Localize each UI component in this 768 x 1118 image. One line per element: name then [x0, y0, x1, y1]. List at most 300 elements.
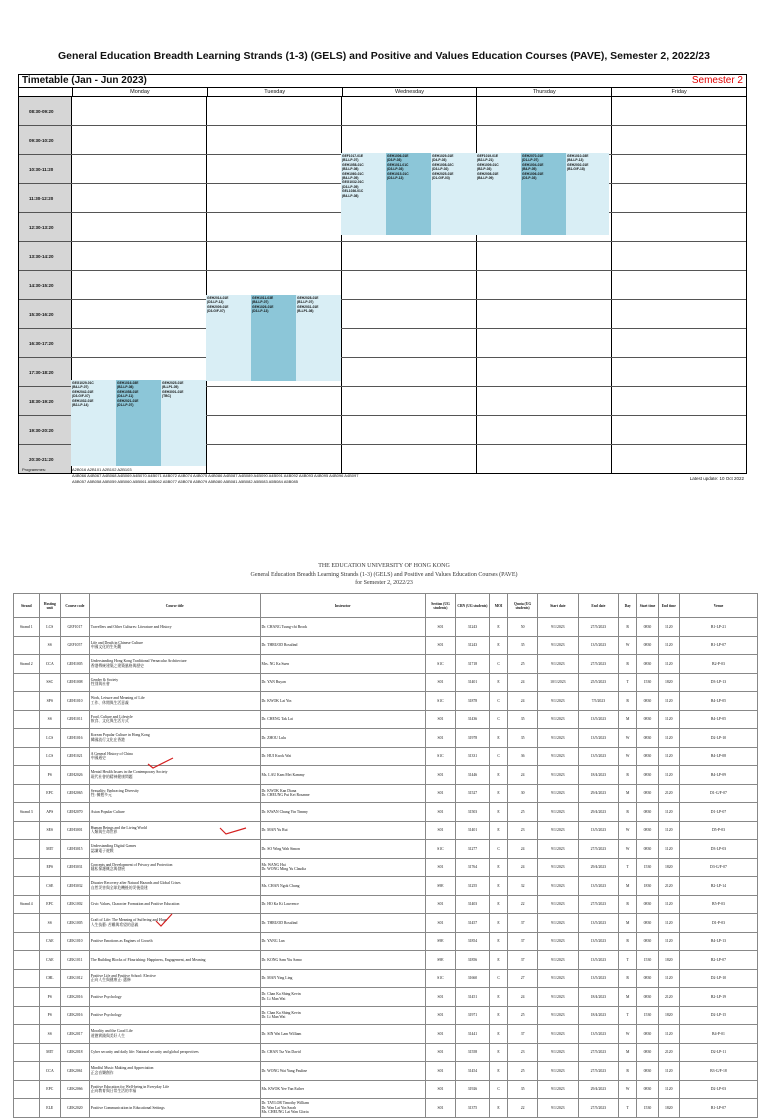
table-cell: Asian Popular Culture	[89, 803, 260, 822]
table-cell: GEK1005	[60, 914, 89, 933]
table-cell: E	[490, 877, 508, 896]
table-cell: Food, Culture and Lifestyle 飲食、文化與生活方式	[89, 710, 260, 729]
timeslot-cell	[207, 184, 342, 212]
timeslot-cell	[72, 126, 207, 154]
table-cell: GEH1016	[60, 729, 89, 748]
table-cell: 31375	[455, 1099, 489, 1118]
table-cell: R	[619, 932, 637, 951]
column-header: Section (UG students)	[425, 594, 455, 618]
table-cell: 0830	[637, 821, 658, 840]
table-cell: R	[619, 692, 637, 711]
table-cell: 13/5/2023	[578, 932, 619, 951]
table-cell: Sexuality: Embracing Diversity 性: 擁抱多元	[89, 784, 260, 803]
table-cell: Disaster Recovery after Natural Hazards and Global Crises 自然災害與全球危機後的災後重建	[89, 877, 260, 896]
table-cell: 24	[508, 858, 538, 877]
programme-line-2: A4B066 A4B067 A4B068 A4B069 A4B070 A4B071 A4B072 A4B074 A4B075 A4B086 A4B087 A4B089 A4B090 A4B091 A4B092 A4B093 A4B095 A4B096 A4B097	[72, 473, 359, 478]
timeslot-cell	[612, 97, 746, 125]
table-cell: 9/1/2023	[538, 636, 579, 655]
table-cell: LCS	[39, 747, 60, 766]
table-cell: B2-LP-14	[679, 877, 757, 896]
table-cell: GEK2016	[60, 1006, 89, 1025]
table-cell: Dr. MAN Ying Ling	[260, 969, 425, 988]
table-cell: E	[490, 1025, 508, 1044]
table-cell	[14, 710, 40, 729]
table-cell: 25	[508, 803, 538, 822]
course-block: GEH1006-01E (D3-P-03) GEH1011-01C (D3-LP-03) GEH1015-01C (D3-LP-13)	[386, 153, 431, 235]
table-row	[14, 803, 758, 822]
table-cell: E	[490, 1006, 508, 1025]
timeslot-cell	[477, 97, 612, 125]
table-cell	[14, 1043, 40, 1062]
table-cell: Craft of Life: The Meaning of Suffering and Hope 人生技藝: 苦難與希望的意義	[89, 914, 260, 933]
table-cell: Mrs. NG Ka Suen	[260, 655, 425, 674]
table-cell: E	[490, 729, 508, 748]
course-list-semester: for Semester 2, 2022/23	[355, 580, 413, 586]
table-cell	[14, 969, 40, 988]
timeslot-cell	[207, 97, 342, 125]
table-cell: 31255	[455, 877, 489, 896]
table-cell: GEK1012	[60, 969, 89, 988]
table-cell: CCA	[39, 655, 60, 674]
table-row	[14, 988, 758, 1007]
table-cell: 1120	[658, 655, 679, 674]
table-cell	[14, 1025, 40, 1044]
latest-update: Latest update: 10 Oct 2022	[689, 476, 744, 481]
table-cell: PS	[39, 988, 60, 1007]
table-cell	[14, 951, 40, 970]
table-cell: 1120	[658, 914, 679, 933]
document-title: General Education Breadth Learning Strands (1-3) (GELS) and Positive and Values Education Courses (PAVE), Semester 2, 2022/23	[58, 50, 710, 62]
table-cell: W	[619, 840, 637, 859]
table-cell: APS	[39, 803, 60, 822]
timeslot-label: 08:30-09:20	[19, 97, 72, 125]
table-cell: 9/1/2023	[538, 766, 579, 785]
table-row	[14, 729, 758, 748]
programme-line-3: A5B057 A5B058 A5B059 A5B060 A5B061 A5B062 A5B077 A5B078 A5B079 A5B080 A5B081 A5B082 A5B083 A5B084 A5B085	[72, 479, 298, 484]
semester-label: Semester 2	[691, 75, 743, 86]
timeslot-label: 18:30-19:20	[19, 387, 72, 415]
table-cell: Ms. CHAN Ngok Chung	[260, 877, 425, 896]
day-header-row	[19, 88, 746, 97]
timeslot-cell	[207, 416, 342, 444]
course-list-title	[0, 562, 768, 588]
table-cell	[14, 784, 40, 803]
table-cell: SS	[39, 636, 60, 655]
table-cell: Positive Psychology	[89, 988, 260, 1007]
table-cell: SS	[39, 710, 60, 729]
table-cell: E	[490, 1099, 508, 1118]
table-cell: B4-LP-05	[679, 692, 757, 711]
table-cell: S01	[425, 636, 455, 655]
table-row	[14, 895, 758, 914]
table-cell: 1830	[637, 877, 658, 896]
table-row	[14, 618, 758, 637]
table-cell: 0830	[637, 840, 658, 859]
table-cell: Positive Psychology	[89, 1006, 260, 1025]
table-cell: B3-G/F-18	[679, 1062, 757, 1081]
table-cell: 9/1/2023	[538, 618, 579, 637]
table-cell: 0830	[637, 618, 658, 637]
column-header: Start time	[637, 594, 658, 618]
table-cell: E	[490, 951, 508, 970]
table-cell: Understanding Digital Games 認識電子遊戲	[89, 840, 260, 859]
column-header: Quota (UG students)	[508, 594, 538, 618]
timeslot-label: 14:30-15:20	[19, 271, 72, 299]
table-cell: 0830	[637, 988, 658, 1007]
timeslot-cell	[477, 387, 612, 415]
course-block: GEH1010-03E (B4-LP-13) GEH2002-01E (B1-G/F-18)	[566, 153, 609, 235]
table-cell: 0830	[637, 1080, 658, 1099]
table-cell: 29/4/2023	[578, 803, 619, 822]
timeslot-row	[19, 97, 746, 126]
table-cell: 27/5/2023	[578, 895, 619, 914]
table-cell: R	[619, 895, 637, 914]
table-cell: 37	[508, 1025, 538, 1044]
course-block: GEF1019-01E (B2-LP-21) GEH1009-01C (B2-P-03) GEH2008-01E (B4-LP-09)	[476, 153, 521, 235]
table-cell	[14, 747, 40, 766]
table-cell: GEH1008	[60, 673, 89, 692]
table-cell: 27/5/2023	[578, 840, 619, 859]
table-cell: 2120	[658, 784, 679, 803]
table-row	[14, 784, 758, 803]
table-cell: 0830	[637, 1043, 658, 1062]
table-row	[14, 877, 758, 896]
table-row	[14, 840, 758, 859]
table-cell: 31856	[455, 951, 489, 970]
timeslot-cell	[72, 184, 207, 212]
table-cell: E	[490, 784, 508, 803]
table-cell: 31971	[455, 1006, 489, 1025]
table-cell: GEK1011	[60, 951, 89, 970]
table-cell: 0830	[637, 636, 658, 655]
table-cell: 9/1/2023	[538, 747, 579, 766]
table-cell: 1120	[658, 747, 679, 766]
timeslot-cell	[342, 126, 477, 154]
table-cell: 0830	[637, 766, 658, 785]
table-cell: SES	[39, 821, 60, 840]
table-cell: GEH1021	[60, 747, 89, 766]
table-cell: Mr. WANG Hai Dr. WONG Ming Yu Claudia	[260, 858, 425, 877]
table-cell: S01	[425, 766, 455, 785]
table-cell	[14, 766, 40, 785]
table-cell: GEH1005	[60, 655, 89, 674]
table-cell: 13/5/2023	[578, 1025, 619, 1044]
table-cell: 13/5/2023	[578, 969, 619, 988]
table-cell: GEH3015	[60, 840, 89, 859]
table-cell: 36	[508, 747, 538, 766]
column-header: Start date	[538, 594, 579, 618]
table-cell: S01	[425, 673, 455, 692]
timeslot-cell	[612, 126, 746, 154]
table-cell: 0830	[637, 710, 658, 729]
table-cell: S01	[425, 1099, 455, 1118]
table-cell: D5-P-03	[679, 821, 757, 840]
timeslot-cell	[612, 242, 746, 270]
table-cell: The Building Blocks of Flourishing: Happiness, Engagement, and Meaning	[89, 951, 260, 970]
table-cell: Mindful Music Making and Appreciation 正念音樂創作	[89, 1062, 260, 1081]
table-cell: D1-LP-07	[679, 803, 757, 822]
table-cell: S01	[425, 1062, 455, 1081]
timeslot-cell	[342, 387, 477, 415]
table-cell: 22	[508, 1099, 538, 1118]
table-cell: CSE	[39, 877, 60, 896]
column-header: CRN (UG students)	[455, 594, 489, 618]
table-cell: GEK2066	[60, 1080, 89, 1099]
table-cell: SS	[39, 1025, 60, 1044]
table-cell: 1120	[658, 803, 679, 822]
course-block: GEG1029-01C (B4-LP-07) GEH2042-01E (D3-G/F-07) GEH1032-01E (B2-LP-14)	[71, 380, 116, 466]
table-cell: GEH3032	[60, 877, 89, 896]
table-cell: Strand 2	[14, 655, 40, 674]
table-cell: R	[619, 969, 637, 988]
timeslot-row	[19, 271, 746, 300]
table-cell: 9/1/2023	[538, 932, 579, 951]
timeslot-cell	[612, 155, 746, 183]
table-cell: 13/5/2023	[578, 729, 619, 748]
table-cell: GEK1010	[60, 932, 89, 951]
timeslot-cell	[72, 271, 207, 299]
timeslot-row	[19, 300, 746, 329]
table-cell: E	[490, 766, 508, 785]
table-cell: 9/1/2023	[538, 969, 579, 988]
timeslot-cell	[207, 126, 342, 154]
table-cell: Work, Leisure and Meaning of Life 工作、休閒與生活意義	[89, 692, 260, 711]
table-cell: 1120	[658, 821, 679, 840]
column-header: Instructor	[260, 594, 425, 618]
table-cell: 1120	[658, 840, 679, 859]
table-cell: 13/5/2023	[578, 821, 619, 840]
timeslot-cell	[342, 97, 477, 125]
column-header: Course code	[60, 594, 89, 618]
table-cell: B1-LP-07	[679, 636, 757, 655]
table-cell: 31331	[455, 747, 489, 766]
table-cell: Dr. CHAN Tsz Yin David	[260, 1043, 425, 1062]
table-cell: Mental Health Issues in the Contemporary Society 現代社會的精神健康問題	[89, 766, 260, 785]
table-cell: 27/5/2023	[578, 1099, 619, 1118]
table-cell: S01	[425, 1080, 455, 1099]
day-monday: Monday	[73, 88, 208, 96]
table-cell: 1820	[658, 951, 679, 970]
table-cell: S01	[425, 1043, 455, 1062]
table-cell: 22	[508, 895, 538, 914]
timeslot-label: 20:30-21:20	[19, 445, 72, 473]
table-cell: M	[619, 914, 637, 933]
timeslot-cell	[207, 213, 342, 241]
table-cell: GEK2061	[60, 1062, 89, 1081]
table-cell: 1120	[658, 895, 679, 914]
table-cell: 31441	[455, 1025, 489, 1044]
column-header: Day	[619, 594, 637, 618]
timeslot-cell	[207, 155, 342, 183]
table-cell: S01	[425, 710, 455, 729]
table-cell: 9/1/2023	[538, 840, 579, 859]
table-cell: Morality and the Good Life 道德實踐與美好人生	[89, 1025, 260, 1044]
table-cell: M	[619, 877, 637, 896]
table-cell: 1530	[637, 673, 658, 692]
table-cell: 24	[508, 673, 538, 692]
table-row	[14, 636, 758, 655]
day-tuesday: Tuesday	[208, 88, 343, 96]
table-cell: 31436	[455, 710, 489, 729]
table-cell: B2-LP-07	[679, 951, 757, 970]
table-cell	[14, 1006, 40, 1025]
table-row	[14, 1025, 758, 1044]
table-cell: 9/1/2023	[538, 692, 579, 711]
table-cell: 2120	[658, 988, 679, 1007]
table-cell: Civic Values, Character Formation and Positive Education	[89, 895, 260, 914]
table-cell: Dr. KWAN Chung Yin Timmy	[260, 803, 425, 822]
table-cell: Dr. HUI Kwok Wai	[260, 747, 425, 766]
table-cell: EPC	[39, 1080, 60, 1099]
timeslot-label: 19:30-20:20	[19, 416, 72, 444]
table-cell: D2-LP-11	[679, 1043, 757, 1062]
timeslot-cell	[207, 242, 342, 270]
table-cell: Travellers and Other Cultures: Literature and History	[89, 618, 260, 637]
column-header: End date	[578, 594, 619, 618]
table-cell: W	[619, 821, 637, 840]
table-cell: S01	[425, 858, 455, 877]
table-cell: 1820	[658, 1006, 679, 1025]
table-row	[14, 710, 758, 729]
table-cell: 1530	[637, 1006, 658, 1025]
timeslot-label: 16:30-17:20	[19, 329, 72, 357]
table-cell: Dr. KONG Sam Yiu Samo	[260, 951, 425, 970]
table-cell: GEK2018	[60, 1043, 89, 1062]
table-cell: 0830	[637, 803, 658, 822]
table-cell: 31401	[455, 673, 489, 692]
table-cell: S1C	[425, 969, 455, 988]
table-cell: 9/1/2023	[538, 803, 579, 822]
table-row	[14, 655, 758, 674]
table-cell: 2120	[658, 1043, 679, 1062]
table-cell: GEK1002	[60, 895, 89, 914]
timeslot-cell	[477, 358, 612, 386]
table-cell: E	[490, 803, 508, 822]
table-cell: T	[619, 1006, 637, 1025]
table-cell: 35	[508, 710, 538, 729]
table-cell: 31243	[455, 636, 489, 655]
table-cell: 35	[508, 1080, 538, 1099]
course-block: GEH2028-01E (B1-LP-07) GEH2031-01E (B-LP1-08)	[296, 295, 341, 381]
table-cell	[14, 729, 40, 748]
corner-cell	[19, 88, 73, 96]
timeslot-cell	[477, 242, 612, 270]
table-cell: 1120	[658, 710, 679, 729]
table-cell: 10/1/2023	[538, 673, 579, 692]
table-cell: 9/1/2023	[538, 1062, 579, 1081]
table-cell: Dr. CHANG Tsung-chi Brook	[260, 618, 425, 637]
timeslot-cell	[477, 329, 612, 357]
table-cell	[14, 821, 40, 840]
table-cell: 27/5/2023	[578, 1043, 619, 1062]
column-header: Hosting unit	[39, 594, 60, 618]
table-cell: Dr. TAYLOR Timothy William Dr. Wan Lai Yin Sarah Ms. CHEUNG Lai Wan Gloria	[260, 1099, 425, 1118]
timeslot-cell	[72, 155, 207, 183]
table-cell: 1120	[658, 636, 679, 655]
table-cell: B1-LP-07	[679, 1099, 757, 1118]
table-cell: EPS	[39, 858, 60, 877]
table-cell: MIT	[39, 1043, 60, 1062]
table-cell: R	[619, 766, 637, 785]
timeslot-cell	[342, 329, 477, 357]
table-cell: Understanding Hong Kong Traditional Vernacular Architecture 香港傳統建築之建築風格與歷史	[89, 655, 260, 674]
table-cell	[14, 673, 40, 692]
table-cell: 30	[508, 784, 538, 803]
table-cell: SPS	[39, 692, 60, 711]
table-cell: C	[490, 655, 508, 674]
table-cell: 35	[508, 636, 538, 655]
table-cell: 24	[508, 692, 538, 711]
table-cell: S01	[425, 914, 455, 933]
table-cell: D2-LP-10	[679, 729, 757, 748]
table-cell: 27/5/2023	[578, 1062, 619, 1081]
table-cell: 9/1/2023	[538, 821, 579, 840]
table-cell: 0830	[637, 655, 658, 674]
table-cell: T	[619, 858, 637, 877]
table-cell: Ms. LAU Kam Mei Kammy	[260, 766, 425, 785]
table-cell: 13/5/2023	[578, 747, 619, 766]
table-cell: 0830	[637, 692, 658, 711]
table-cell	[14, 840, 40, 859]
table-cell: 1120	[658, 692, 679, 711]
table-row	[14, 1062, 758, 1081]
timeslot-label: 17:30-18:20	[19, 358, 72, 386]
table-cell: 35	[508, 729, 538, 748]
table-cell: GEK2016	[60, 988, 89, 1007]
table-cell: PS	[39, 1006, 60, 1025]
table-cell: GEH2026	[60, 766, 89, 785]
table-cell: E	[490, 636, 508, 655]
table-cell: E	[490, 673, 508, 692]
table-cell: 1530	[637, 951, 658, 970]
table-cell: C	[490, 969, 508, 988]
table-cell: E	[490, 858, 508, 877]
table-cell: 31527	[455, 784, 489, 803]
table-cell: 1120	[658, 766, 679, 785]
table-cell: M	[619, 784, 637, 803]
table-cell: R	[619, 803, 637, 822]
table-cell: Dr. KWOK Lai Yin	[260, 692, 425, 711]
column-header: End time	[658, 594, 679, 618]
table-cell: Dr. ZHOU Lulu	[260, 729, 425, 748]
university-name: THE EDUCATION UNIVERSITY OF HONG KONG	[318, 563, 450, 569]
table-cell: GEF1017	[60, 618, 89, 637]
timeslot-cell	[342, 358, 477, 386]
table-cell: 1120	[658, 1025, 679, 1044]
table-cell: 9/1/2023	[538, 655, 579, 674]
table-cell: S01	[425, 784, 455, 803]
timeslot-cell	[342, 416, 477, 444]
table-row	[14, 692, 758, 711]
day-wednesday: Wednesday	[343, 88, 478, 96]
table-cell: GEH3031	[60, 858, 89, 877]
table-cell: 0830	[637, 895, 658, 914]
table-cell: S01	[425, 803, 455, 822]
table-cell: 31454	[455, 1062, 489, 1081]
table-cell: CAE	[39, 951, 60, 970]
table-cell: Dr. THRUOD Rosalind	[260, 914, 425, 933]
table-cell: 31451	[455, 988, 489, 1007]
timeslot-label: 12:30-13:20	[19, 213, 72, 241]
column-header: Strand	[14, 594, 40, 618]
table-cell: 18/4/2023	[578, 988, 619, 1007]
table-cell	[14, 877, 40, 896]
table-cell: 25/5/2023	[578, 673, 619, 692]
table-cell: D1-P-03	[679, 914, 757, 933]
table-row	[14, 969, 758, 988]
table-cell: B4-P-01	[679, 1025, 757, 1044]
table-row	[14, 673, 758, 692]
